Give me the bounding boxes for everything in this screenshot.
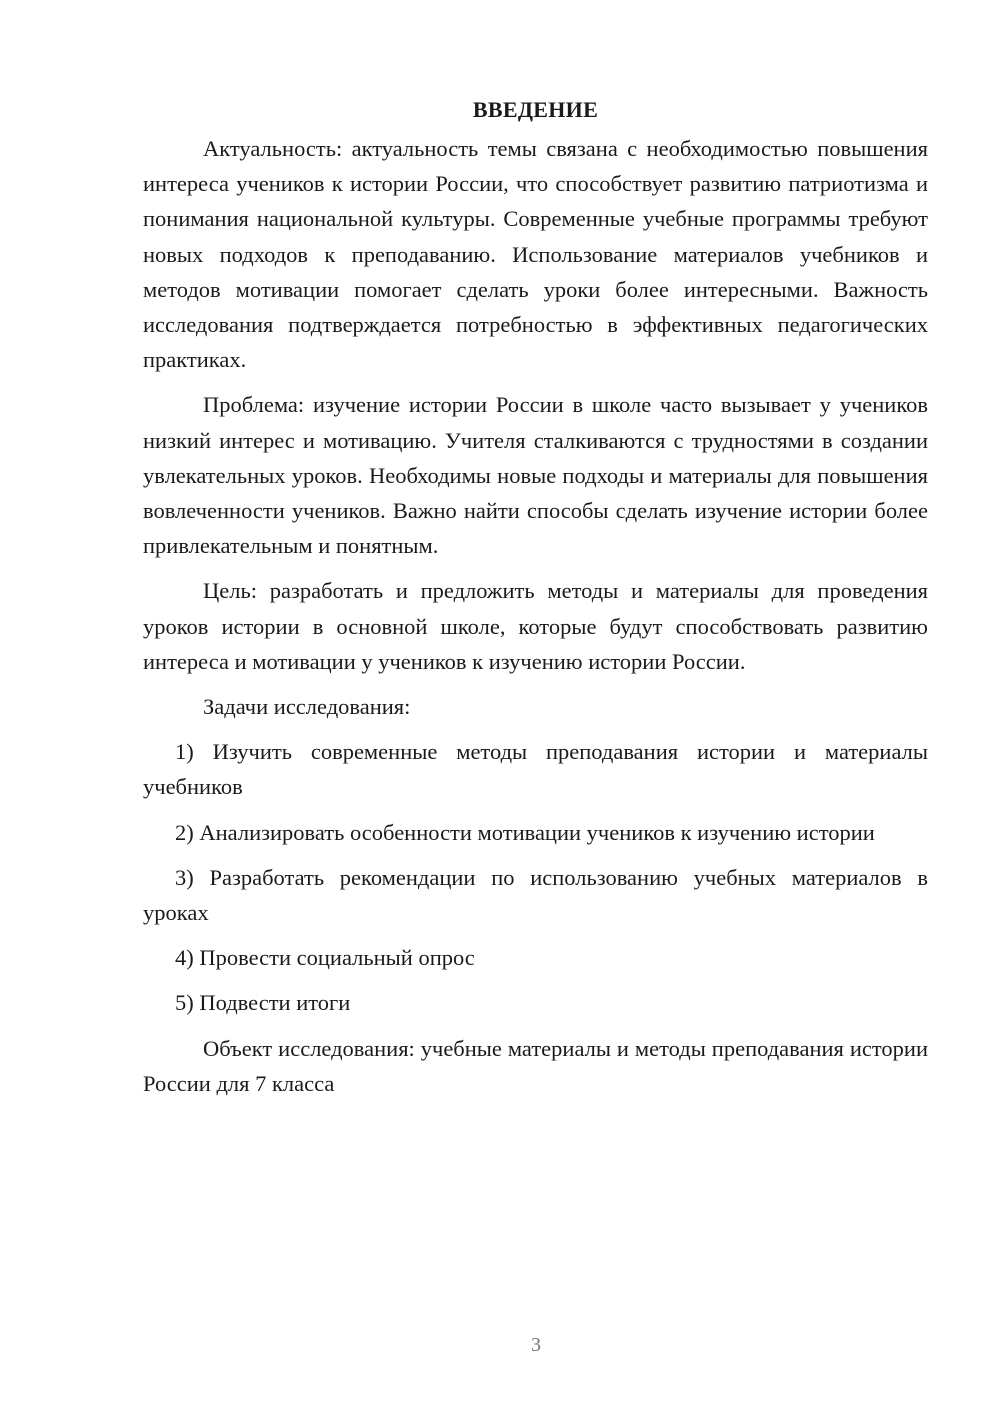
problem-paragraph: Проблема: изучение истории России в школе часто вызывает у учеников низкий интерес и мотивацию. Учителя сталкиваются с трудностями в создании увлекательных уроков. Необходимы новые подходы и материалы для повышения вовлеченности учеников. Важно найти способы сделать изучение истории более привлекательным и понятным. <box>143 392 928 559</box>
tasks-heading: Задачи исследования: <box>203 694 411 720</box>
relevance-paragraph: Актуальность: актуальность темы связана с необходимостью повышения интереса учеников к истории России, что способствует развитию патриотизма и понимания национальной культуры. Современные учебные программы требуют новых подходов к преподаванию. Использование материалов учебников и методов мотивации помогает сделать уроки более интересными. Важность исследования подтверждается потребностью в эффективных педагогических практиках. <box>143 136 928 373</box>
object-paragraph: Объект исследования: учебные материалы и методы преподавания истории России для 7 класса <box>143 1035 928 1096</box>
task-item-1: 1) Изучить современные методы преподавания истории и материалы учебников <box>143 739 928 800</box>
task-item-5: 5) Подвести итоги <box>175 990 351 1016</box>
task-item-4: 4) Провести социальный опрос <box>175 945 475 971</box>
page-number: 3 <box>531 1334 541 1356</box>
task-item-2: 2) Анализировать особенности мотивации учеников к изучению истории <box>175 819 875 845</box>
goal-paragraph: Цель: разработать и предложить методы и материалы для проведения уроков истории в основной школе, которые будут способствовать развитию интереса и мотивации у учеников к изучению истории России. <box>143 578 928 674</box>
section-heading: ВВЕДЕНИЕ <box>472 97 599 122</box>
task-item-3: 3) Разработать рекомендации по использованию учебных материалов в уроках <box>143 864 928 926</box>
document-page <box>143 92 928 1111</box>
